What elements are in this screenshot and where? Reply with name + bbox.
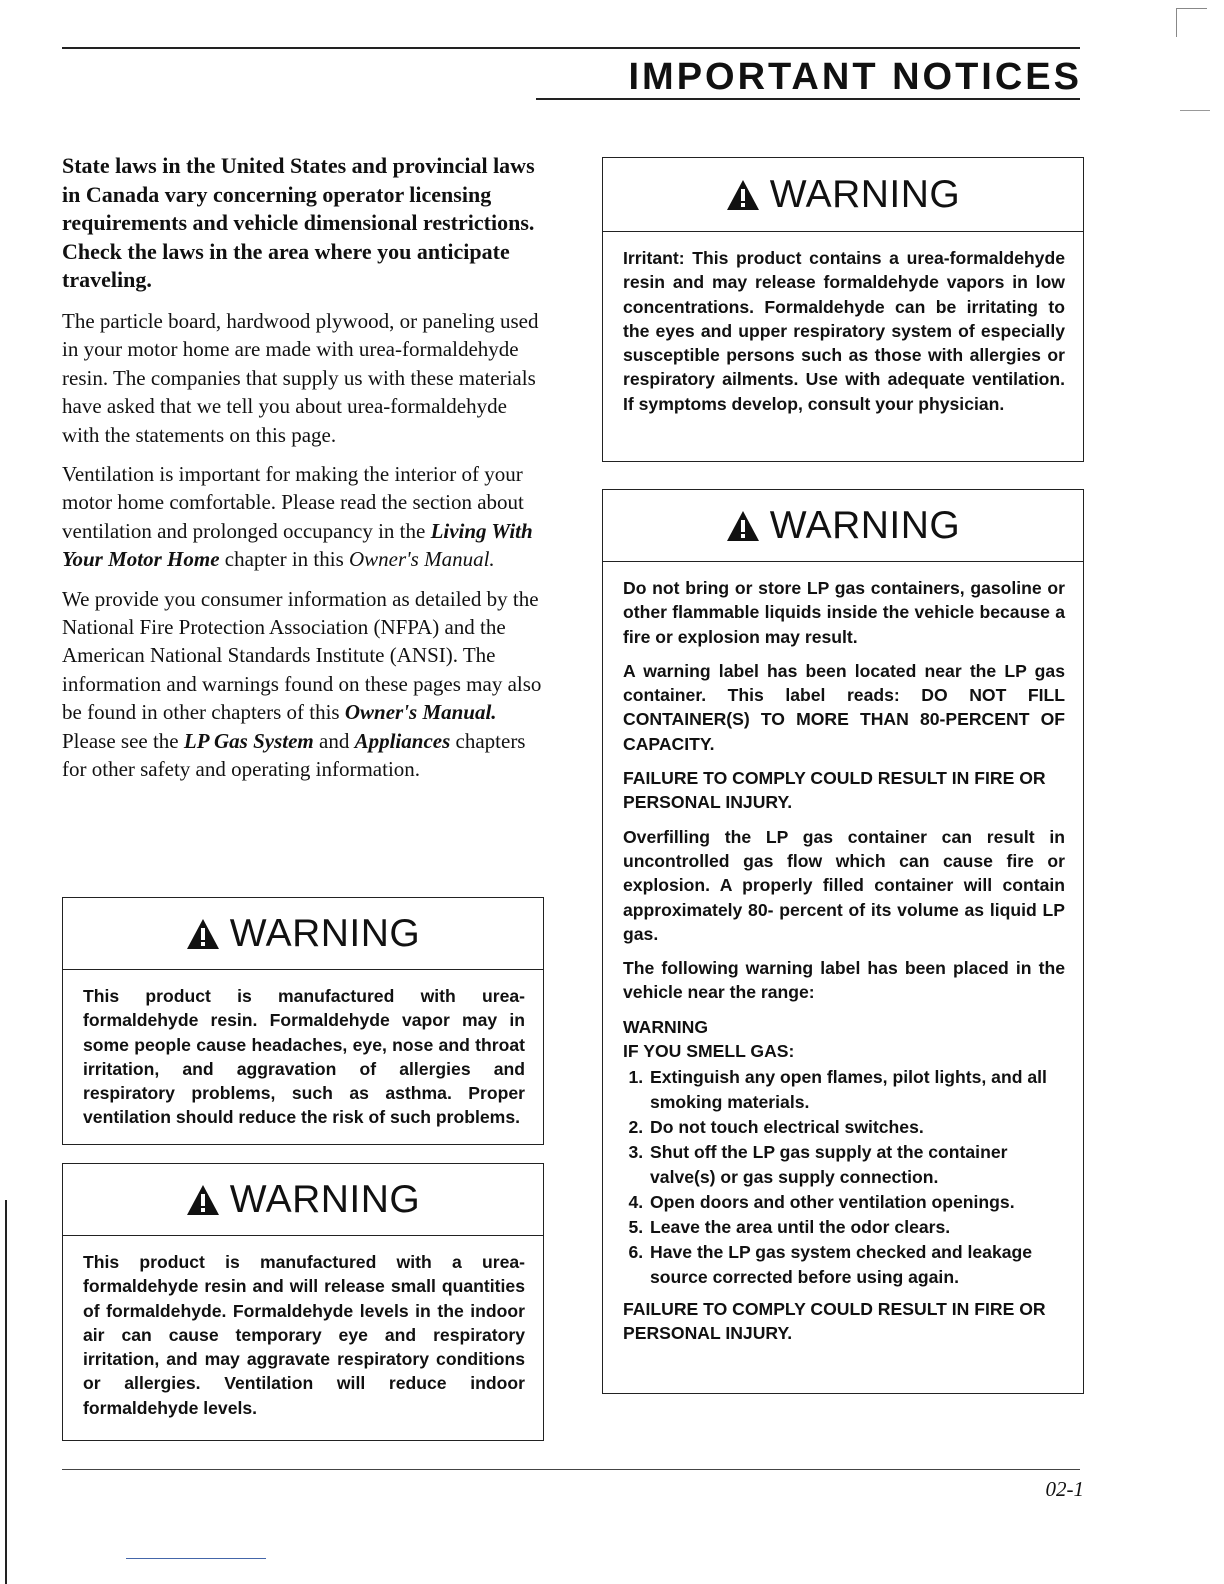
paragraph-text: chapters for other safety and operating information. bbox=[62, 728, 526, 782]
warning-box-formaldehyde-release bbox=[62, 1163, 544, 1441]
manual-reference: Owner's Manual. bbox=[344, 700, 497, 725]
warning-header bbox=[63, 898, 543, 970]
footer-rule bbox=[62, 1469, 1080, 1470]
paragraph-particle-board: The particle board, hardwood plywood, or paneling used in your motor home are made with urea-formaldehyde resin. The companies that supply us with these materials have asked that we tell you about urea-formaldehyde with the statements on this page. bbox=[62, 308, 539, 447]
gas-label-line2: IF YOU SMELL GAS: bbox=[623, 1041, 795, 1062]
paragraph-text: chapter in this bbox=[219, 547, 349, 572]
left-column bbox=[62, 152, 544, 794]
warning-title: WARNING bbox=[769, 172, 961, 216]
warning-box-irritant bbox=[602, 157, 1084, 462]
warning-text-failure: FAILURE TO COMPLY COULD RESULT IN FIRE OR PERSONAL INJURY. bbox=[623, 768, 1046, 813]
list-item: 6. Have the LP gas system checked and leakage source corrected before using again. bbox=[648, 1240, 1065, 1289]
scan-corner-mark bbox=[1176, 8, 1207, 37]
warning-text-failure: FAILURE TO COMPLY COULD RESULT IN FIRE OR PERSONAL INJURY. bbox=[623, 1299, 1046, 1344]
warning-title: WARNING bbox=[229, 911, 421, 955]
gas-steps-list bbox=[623, 1065, 1065, 1289]
gas-label-heading bbox=[623, 1015, 1065, 1064]
warning-text: Irritant: This product contains a urea-formaldehyde resin and may release formaldehyde vapors in low concentrations. Formaldehyde can be irritating to the eyes and upper respiratory system of especially susceptible persons such as those with allergies or respiratory ailments. Use with adequate ventilation. If symptoms develop, consult your physician. bbox=[623, 248, 1065, 414]
warning-text-label: A warning label has been located near the LP gas container. This label reads: DO NOT FILL CONTAINER(S) TO MORE THAN 80-PERCENT OF CAPACITY. bbox=[623, 660, 1065, 754]
warning-triangle-icon bbox=[726, 510, 760, 542]
warning-header bbox=[63, 1164, 543, 1236]
gas-label-line1: WARNING bbox=[623, 1016, 709, 1037]
warning-header bbox=[603, 490, 1083, 562]
warning-box-formaldehyde-health bbox=[62, 897, 544, 1145]
warning-text: This product is manufactured with a urea-formaldehyde resin and will release small quantities of formaldehyde. Formaldehyde levels in the indoor air can cause temporary eye and respiratory irritation, and may aggravate respiratory conditions or allergies. Ventilation will reduce indoor formaldehyde levels. bbox=[83, 1252, 525, 1418]
title-underline bbox=[536, 98, 1080, 100]
list-item: 1. Extinguish any open flames, pilot lights, and all smoking materials. bbox=[648, 1065, 1065, 1114]
warning-text-range-label: The following warning label has been placed in the vehicle near the range: bbox=[623, 958, 1065, 1003]
chapter-reference: Living With Your Motor Home bbox=[62, 518, 533, 572]
warning-body bbox=[603, 562, 1083, 1346]
warning-triangle-icon bbox=[186, 1184, 220, 1216]
warning-title: WARNING bbox=[769, 503, 961, 547]
warning-text: This product is manufactured with urea-formaldehyde resin. Formaldehyde vapor may in some people cause headaches, eye, nose and throat irritation, and aggravation of allergies and respiratory problems, such as asthma. Proper ventilation should reduce the risk of such problems. bbox=[83, 986, 525, 1128]
manual-reference: Owner's Manual. bbox=[349, 547, 495, 572]
warning-body bbox=[63, 970, 543, 1130]
header-rule bbox=[62, 47, 1080, 49]
paragraph-text: Please see the bbox=[62, 728, 184, 753]
page-number: 02-1 bbox=[1045, 1477, 1084, 1501]
paragraph-text: and bbox=[313, 728, 355, 753]
list-item: 3. Shut off the LP gas supply at the container valve(s) or gas supply connection. bbox=[648, 1140, 1065, 1189]
warning-triangle-icon bbox=[186, 918, 220, 950]
warning-body bbox=[603, 232, 1083, 416]
list-item: 4. Open doors and other ventilation openings. bbox=[648, 1190, 1065, 1214]
paragraph-text: We provide you consumer information as detailed by the National Fire Protection Association (NFPA) and the American National Standards Institute (ANSI). The information and warnings found on these pages may also be found in other chapters of this bbox=[62, 586, 542, 725]
page-title: IMPORTANT NOTICES bbox=[628, 56, 1082, 98]
scan-margin-mark bbox=[1180, 110, 1210, 111]
paragraph-consumer-info bbox=[62, 585, 544, 784]
lead-paragraph: State laws in the United States and provincial laws in Canada vary concerning operator licensing requirements and vehicle dimensional restrictions. Check the laws in the area where you anticipate traveling. bbox=[62, 153, 535, 293]
warning-title: WARNING bbox=[229, 1177, 421, 1221]
paragraph-text: Ventilation is important for making the interior of your motor home comfortable. Please read the section about ventilation and prolonged occupancy in the bbox=[62, 462, 524, 543]
scan-artifact-line bbox=[5, 1200, 7, 1584]
paragraph-ventilation bbox=[62, 460, 544, 574]
scan-artifact-underline bbox=[126, 1558, 266, 1559]
warning-body bbox=[63, 1236, 543, 1420]
chapter-reference: LP Gas System bbox=[183, 728, 314, 753]
warning-header bbox=[603, 158, 1083, 232]
chapter-reference: Appliances bbox=[354, 728, 451, 753]
list-item: 2. Do not touch electrical switches. bbox=[648, 1115, 1065, 1139]
warning-box-lp-gas bbox=[602, 489, 1084, 1394]
warning-triangle-icon bbox=[726, 179, 760, 211]
warning-text-storage: Do not bring or store LP gas containers, gasoline or other flammable liquids inside the vehicle because a fire or explosion may result. bbox=[623, 578, 1065, 647]
list-item: 5. Leave the area until the odor clears. bbox=[648, 1215, 1065, 1239]
warning-text-overfill: Overfilling the LP gas container can result in uncontrolled gas flow which can cause fire or explosion. A properly filled container will contain approximately 80- percent of its volume as liquid LP gas. bbox=[623, 826, 1065, 944]
